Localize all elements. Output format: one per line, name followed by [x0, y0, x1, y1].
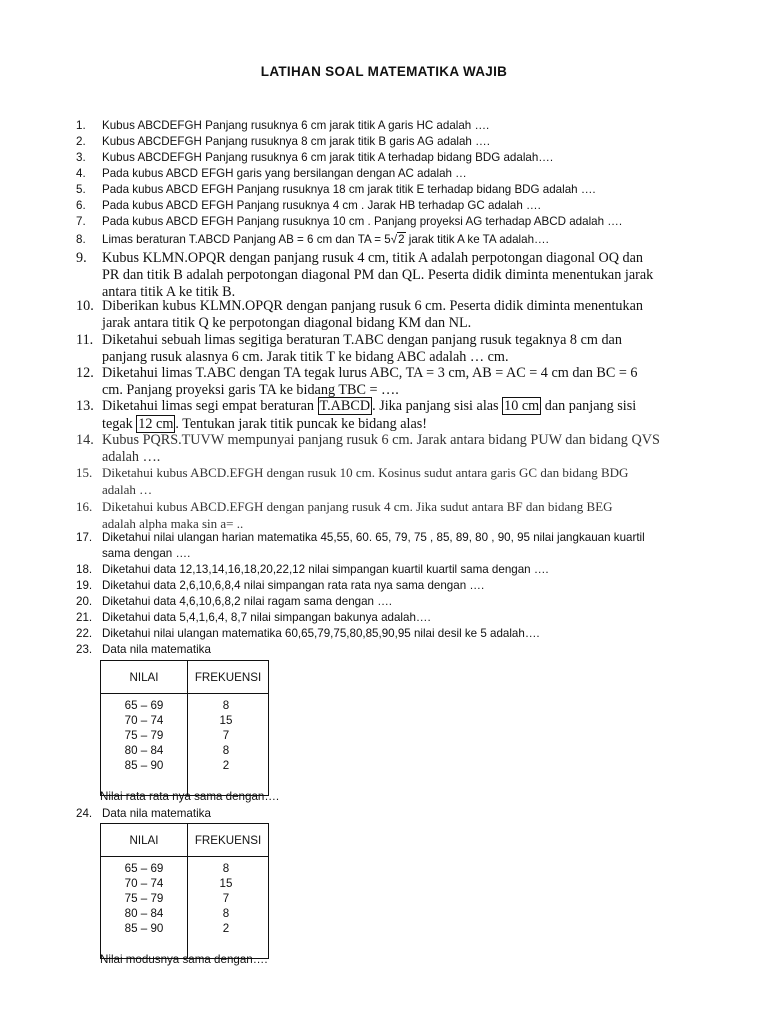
question-number: 9.: [76, 250, 87, 266]
radicand: 2: [398, 233, 405, 246]
question-text: Pada kubus ABCD EFGH Panjang rusuknya 4 cm . Jarak HB terhadap GC adalah ….: [102, 199, 541, 212]
question-text-part: . Tentukan jarak titik puncak ke bidang alas!: [175, 416, 428, 432]
question-text: [102, 464, 716, 498]
header-frekuensi: FREKUENSI: [188, 661, 269, 694]
worksheet-title: LATIHAN SOAL MATEMATIKA WAJIB: [260, 64, 508, 79]
question-text-part: Diketahui limas segi empat beraturan: [102, 398, 318, 414]
question-number: 5.: [76, 183, 86, 196]
question-text-part: jarak titik A ke TA adalah….: [405, 233, 549, 246]
question-number: 8.: [76, 233, 86, 246]
question-number: 6.: [76, 199, 86, 212]
question-text: Kubus ABCDEFGH Panjang rusuknya 8 cm jarak titik B garis AG adalah ….: [102, 135, 490, 148]
question-number: 22.: [76, 627, 93, 640]
frekuensi-column: [188, 857, 269, 959]
table-cell: 15: [219, 714, 233, 727]
table-cell: 75 – 79: [124, 892, 164, 905]
question-number: 4.: [76, 167, 86, 180]
question-text-part: . Jika panjang sisi alas: [372, 398, 503, 414]
question-number: 23.: [76, 643, 93, 656]
question-number: 11.: [76, 332, 94, 348]
question-text-part: tegak: [102, 416, 137, 432]
table-cell: 8: [222, 907, 230, 920]
table-cell: 2: [222, 759, 230, 772]
question-text: [102, 332, 716, 366]
table-cell: 8: [222, 862, 230, 875]
question-text: [102, 232, 716, 248]
question-24-prompt: Nilai modusnya sama dengan….: [100, 953, 268, 966]
table-cell: 2: [222, 922, 230, 935]
frequency-table-1: [100, 660, 269, 796]
question-number: 21.: [76, 611, 93, 624]
question-line: Diketahui nilai ulangan harian matematika 45,55, 60. 65, 79, 75 , 85, 89, 80 , 90, 95 nilai jangkauan kuartil: [102, 531, 645, 544]
header-nilai: NILAI: [101, 824, 188, 857]
header-frekuensi: FREKUENSI: [188, 824, 269, 857]
question-number: 17.: [76, 531, 93, 544]
question-number: 18.: [76, 563, 93, 576]
question-text: Data nila matematika: [102, 643, 211, 656]
question-text: Data nila matematika: [102, 807, 211, 820]
question-text-part: dan panjang sisi: [541, 398, 637, 414]
question-line: adalah ….: [102, 449, 161, 465]
table-cell: 8: [222, 699, 230, 712]
frekuensi-column: [188, 694, 269, 796]
question-line: cm. Panjang proyeksi garis TA ke bidang TBC = ….: [102, 382, 399, 398]
table-cell: 80 – 84: [124, 907, 164, 920]
question-number: 3.: [76, 151, 86, 164]
table-cell: 85 – 90: [124, 759, 164, 772]
table-cell: 85 – 90: [124, 922, 164, 935]
question-line: [102, 398, 716, 415]
question-line: sama dengan ….: [102, 547, 191, 560]
question-line: Diberikan kubus KLMN.OPQR dengan panjang rusuk 6 cm. Peserta didik diminta menentukan: [102, 298, 644, 314]
table-cell: 7: [222, 729, 230, 742]
table-cell: 65 – 69: [124, 862, 164, 875]
boxed-term: 10 cm: [504, 398, 540, 414]
question-line: Kubus KLMN.OPQR dengan panjang rusuk 4 cm, titik A adalah perpotongan diagonal OQ dan: [102, 250, 644, 266]
header-nilai: NILAI: [101, 661, 188, 694]
question-line: Kubus PQRS.TUVW mempunyai panjang rusuk 6 cm. Jarak antara bidang PUW dan bidang QVS: [102, 432, 660, 448]
question-line: Diketahui kubus ABCD.EFGH dengan rusuk 10 cm. Kosinus sudut antara garis GC dan bidang BDG: [102, 465, 629, 480]
question-line: Diketahui sebuah limas segitiga beraturan T.ABC dengan panjang rusuk tegaknya 8 cm dan: [102, 332, 622, 348]
table-cell: 8: [222, 744, 230, 757]
table-cell: 7: [222, 892, 230, 905]
question-text: [102, 298, 716, 332]
question-line: PR dan titik B adalah perpotongan diagonal PM dan QL. Peserta didik diminta menentukan jarak: [102, 267, 654, 283]
question-number: 24.: [76, 807, 93, 820]
question-number: 19.: [76, 579, 93, 592]
question-number: 13.: [76, 398, 94, 414]
table-header-row: [101, 824, 269, 857]
question-line: antara titik A ke titik B.: [102, 284, 236, 300]
question-23-prompt: Nilai rata rata nya sama dengan….: [100, 790, 280, 803]
question-text: [102, 398, 716, 433]
question-line: jarak antara titik Q ke perpotongan diagonal bidang KM dan NL.: [102, 315, 472, 331]
boxed-term: 12 cm: [138, 416, 174, 432]
question-text-part: Limas beraturan T.ABCD Panjang AB = 6 cm dan TA = 5: [102, 233, 391, 246]
question-text: [102, 432, 716, 466]
question-number: 20.: [76, 595, 93, 608]
question-text: [102, 530, 716, 562]
question-number: 16.: [76, 499, 93, 514]
question-text: Pada kubus ABCD EFGH Panjang rusuknya 18 cm jarak titik E terhadap bidang BDG adalah ….: [102, 183, 596, 196]
question-line: Diketahui limas T.ABC dengan TA tegak lurus ABC, TA = 3 cm, AB = AC = 4 cm dan BC = 6: [102, 365, 638, 381]
table-cell: 70 – 74: [124, 714, 164, 727]
question-text: [102, 498, 716, 532]
table-cell: 15: [219, 877, 233, 890]
question-number: 7.: [76, 215, 86, 228]
question-text: [102, 250, 716, 301]
question-text: Kubus ABCDEFGH Panjang rusuknya 6 cm jarak titik A terhadap bidang BDG adalah….: [102, 151, 554, 164]
question-text: [102, 365, 716, 399]
nilai-column: [101, 857, 188, 959]
question-text: Diketahui data 4,6,10,6,8,2 nilai ragam sama dengan ….: [102, 595, 393, 608]
question-line: adalah …: [102, 482, 153, 497]
question-number: 10.: [76, 298, 94, 314]
table-body-row: [101, 857, 269, 959]
question-number: 1.: [76, 119, 86, 132]
question-text: Pada kubus ABCD EFGH Panjang rusuknya 10 cm . Panjang proyeksi AG terhadap ABCD adalah ….: [102, 215, 623, 228]
question-number: 12.: [76, 365, 94, 381]
question-line: [102, 416, 716, 433]
table-body-row: [101, 694, 269, 796]
question-number: 14.: [76, 432, 94, 448]
table-header-row: [101, 661, 269, 694]
nilai-column: [101, 694, 188, 796]
question-line: panjang rusuk alasnya 6 cm. Jarak titik T ke bidang ABC adalah … cm.: [102, 349, 509, 365]
question-text: Diketahui data 2,6,10,6,8,4 nilai simpangan rata rata nya sama dengan ….: [102, 579, 485, 592]
question-line: Diketahui kubus ABCD.EFGH dengan panjang rusuk 4 cm. Jika sudut antara BF dan bidang BEG: [102, 499, 613, 514]
radical-sign: √: [390, 233, 398, 246]
question-text: Diketahui nilai ulangan matematika 60,65,79,75,80,85,90,95 nilai desil ke 5 adalah….: [102, 627, 540, 640]
question-text: Diketahui data 5,4,1,6,4, 8,7 nilai simpangan bakunya adalah….: [102, 611, 431, 624]
question-text: Pada kubus ABCD EFGH garis yang bersilangan dengan AC adalah …: [102, 167, 467, 180]
question-number: 2.: [76, 135, 86, 148]
frequency-table-2: [100, 823, 269, 959]
question-text: Diketahui data 12,13,14,16,18,20,22,12 nilai simpangan kuartil kuartil sama dengan ….: [102, 563, 549, 576]
question-number: 15.: [76, 465, 93, 480]
square-root-symbol: [391, 232, 406, 248]
boxed-term: T.ABCD: [319, 398, 371, 414]
question-text: Kubus ABCDEFGH Panjang rusuknya 6 cm jarak titik A garis HC adalah ….: [102, 119, 490, 132]
question-line: adalah alpha maka sin a= ..: [102, 516, 244, 531]
table-cell: 80 – 84: [124, 744, 164, 757]
table-cell: 65 – 69: [124, 699, 164, 712]
table-cell: 70 – 74: [124, 877, 164, 890]
table-cell: 75 – 79: [124, 729, 164, 742]
